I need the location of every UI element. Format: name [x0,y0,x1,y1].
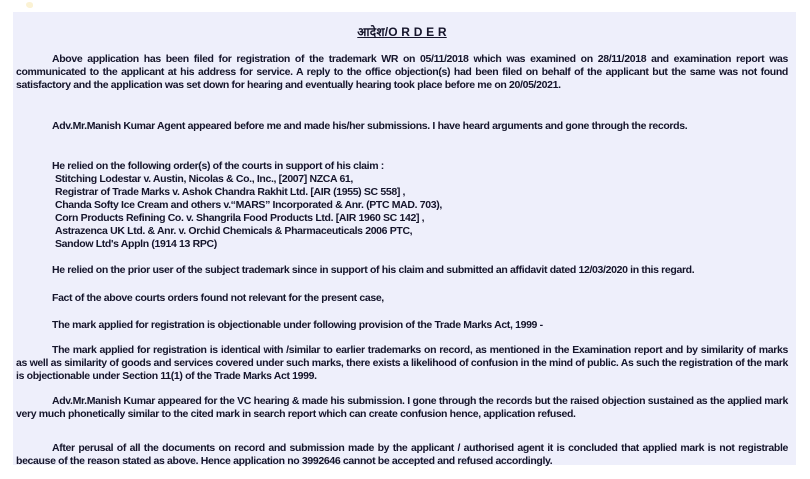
court-case-citation: Corn Products Refining Co. v. Shangrila Food Products Ltd. [AIR 1960 SC 142] , [55,212,425,224]
paragraph-vc-hearing-refusal: Adv.Mr.Manish Kumar appeared for the VC hearing & made his submission. I gone through the records but the raised objection sustained as the applied mark very much phonetically similar to the cited mark in search report which can create confusion hence, application refused. [16,395,788,420]
scan-artifact-speck [26,2,33,8]
paragraph-fact-not-relevant: Fact of the above courts orders found not relevant for the present case, [52,292,384,304]
court-case-citation: Registrar of Trade Marks v. Ashok Chandra Rakhit Ltd. [AIR (1955) SC 558] , [55,186,406,198]
court-case-citation: Sandow Ltd's Appln (1914 13 RPC) [55,238,217,250]
court-orders-list [16,160,788,251]
order-title-text: आदेश/O R D E R [357,25,447,39]
paragraph-conclusion-refused: After perusal of all the documents on record and submission made by the applicant / authorised agent it is concluded that applied mark is not registrable because of the reason stated as above. Hence application no 3992646 cannot be accepted and refused accordingly. [16,442,788,467]
court-orders-intro: He relied on the following order(s) of the courts in support of his claim : [52,160,384,172]
paragraph-identical-similar-marks: The mark applied for registration is identical with /similar to earlier trademarks on record, as mentioned in the Examination report and by similarity of marks as well as similarity of goods and services covered under such marks, there exists a likelihood of confusion in the mind of public. As such the registration of the mark is objectionable under Section 11(1) of the Trade Marks Act 1999. [16,344,788,382]
paragraph-objectionable-provision: The mark applied for registration is objectionable under following provision of the Trade Marks Act, 1999 - [52,319,543,331]
court-case-citation: Stitching Lodestar v. Austin, Nicolas & Co., Inc., [2007] NZCA 61, [55,173,353,185]
order-title [16,12,788,39]
paragraph-prior-user: He relied on the prior user of the subject trademark since in support of his claim and submitted an affidavit dated 12/03/2020 in this regard. [52,264,695,276]
order-document-page [13,12,796,465]
paragraph-application-filed: Above application has been filed for registration of the trademark WR on 05/11/2018 which was examined on 28/11/2018 and examination report was communicated to the applicant at his address for service. A reply to the office objection(s) had been filed on behalf of the applicant but the same was not found satisfactory and the application was set down for hearing and eventually hearing took place before me on 20/05/2021. [16,53,788,91]
court-case-citation: Astrazenca UK Ltd. & Anr. v. Orchid Chemicals & Pharmaceuticals 2006 PTC, [55,225,413,237]
paragraph-agent-appeared: Adv.Mr.Manish Kumar Agent appeared before me and made his/her submissions. I have heard arguments and gone through the records. [52,120,688,132]
court-case-citation: Chanda Softy Ice Cream and others v.“MARS” Incorporated & Anr. (PTC MAD. 703), [55,199,442,211]
